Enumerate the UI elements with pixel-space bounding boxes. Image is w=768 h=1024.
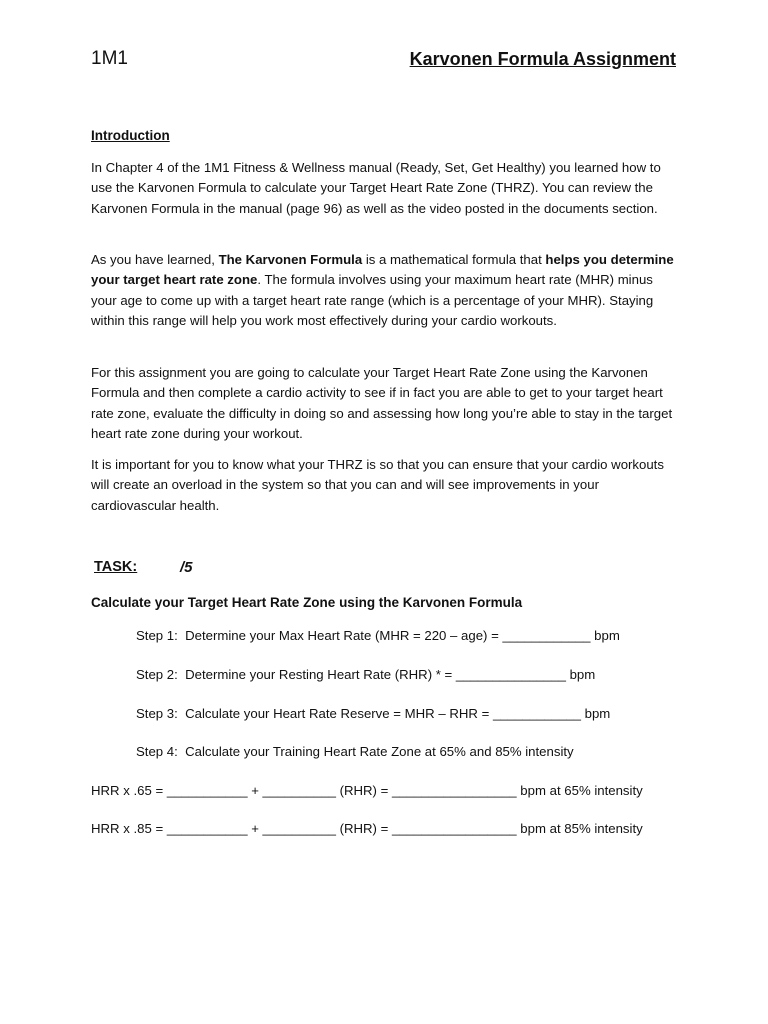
p2-bold-zone: helps you determine your target heart rate zone <box>91 252 674 288</box>
task-subheading: Calculate your Target Heart Rate Zone using the Karvonen Formula <box>91 595 523 610</box>
p2-text-c: is a mathematical formula that <box>362 252 546 267</box>
task-score: /5 <box>180 559 193 576</box>
p2-bold-formula: The Karvonen Formula <box>218 252 363 267</box>
intro-paragraph-2 <box>91 250 681 332</box>
step-1: Step 1: Determine your Max Heart Rate (MHR = 220 – age) = ____________ bpm <box>136 628 620 643</box>
document-title: Karvonen Formula Assignment <box>409 49 676 69</box>
p2-text-a: As you have learned, <box>91 252 219 267</box>
step-2: Step 2: Determine your Resting Heart Rate (RHR) * = _______________ bpm <box>136 667 596 682</box>
intro-paragraph-1: In Chapter 4 of the 1M1 Fitness & Wellness manual (Ready, Set, Get Healthy) you learned how to use the Karvonen Formula to calculate your Target Heart Rate Zone (THRZ). You can review the Karvonen Formula in the manual (page 96) as well as the video posted in the documents section. <box>91 160 661 216</box>
task-label: TASK: <box>94 559 138 575</box>
p2-text-e: . The formula involves using your maximum heart rate (MHR) minus your age to come up with a target heart rate range (which is a percentage of your MHR). Staying within this range will help you work most effectively during your cardio workouts. <box>91 272 654 329</box>
calculation-85-percent: HRR x .85 = ___________ + __________ (RHR) = _________________ bpm at 85% intensity <box>91 821 643 836</box>
step-3: Step 3: Calculate your Heart Rate Reserve = MHR – RHR = ____________ bpm <box>136 706 611 721</box>
step-4: Step 4: Calculate your Training Heart Rate Zone at 65% and 85% intensity <box>136 744 574 759</box>
course-code: 1M1 <box>91 48 128 69</box>
introduction-heading: Introduction <box>91 128 170 143</box>
intro-paragraph-4: It is important for you to know what your THRZ is so that you can ensure that your cardio workouts will create an overload in the system so that you can and will see improvements in your cardiovascular health. <box>91 457 664 513</box>
calculation-65-percent: HRR x .65 = ___________ + __________ (RHR) = _________________ bpm at 65% intensity <box>91 783 643 798</box>
intro-paragraph-3: For this assignment you are going to calculate your Target Heart Rate Zone using the Karvonen Formula and then complete a cardio activity to see if in fact you are able to get to your target heart rate zone, evaluate the difficulty in doing so and assessing how long you’re able to stay in the target heart rate zone during your workout. <box>91 365 673 442</box>
